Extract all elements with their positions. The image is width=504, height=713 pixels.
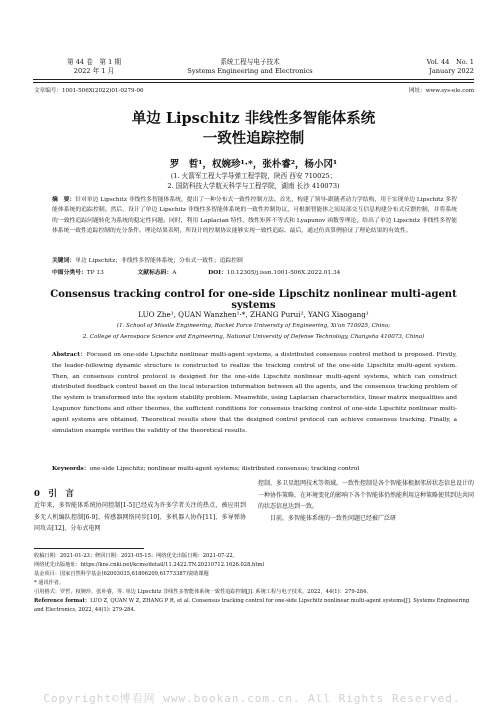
keywords-cn: [52, 255, 457, 264]
date-cn: 2022 年 1 月: [73, 67, 115, 75]
body-column-right-para1: 控制、多卫星组网技术等领域。一致性控制是各个智能体根据邻居状态信息设计的一种协作策略，在环境变化的影响下各个智能体仍然能利用这种策略使其到达共同的状态信息达到一致。: [258, 480, 475, 510]
copyright-watermark: Copyright©博看网 www.bookan.com.cn. All Rights Reserved.: [43, 692, 461, 705]
title-cn-line1: 单边 Lipschitz 非线性多智能体系统: [131, 110, 376, 127]
footnote-url: 网络优先出版地址：https://kns.cnki.net/kcms/detail/11.2422.TN.20210712.1626.028.html: [34, 562, 265, 568]
title-cn: [33, 109, 474, 149]
section-heading-introduction: 0 引 言: [34, 489, 74, 499]
abstract-en-label: Abstract：: [52, 351, 87, 358]
authors-cn: 罗 哲¹，权婉珍¹·*，张朴睿²，杨小冈¹: [169, 159, 338, 170]
keywords-en: [52, 463, 457, 472]
journal-name-en: Systems Engineering and Electronics: [187, 67, 313, 75]
doi-value: 10.12305/j.issn.1001-506X.2022.01.34: [226, 270, 341, 276]
abstract-cn: [52, 195, 457, 237]
journal-website: 网址：www.sys-ele.com: [408, 88, 474, 94]
header-rule-top: [33, 79, 474, 80]
keywords-en-label: Keywords：: [52, 465, 90, 472]
header-rule-thin: [33, 82, 474, 83]
affiliation-en-2: 2. College of Aerospace Science and Engineering, National University of Defense Technology, Changsha 410073, China): [82, 334, 425, 340]
doi-label: DOI：: [208, 270, 227, 276]
abstract-en-text: Focused on one-side Lipschitz nonlinear multi-agent systems, a distributed consensus control method is proposed. Firstly, the leader-following dynamic structure is constructed to realize the tracking control of the one-side Lipschitz multi-agent system. Then, an consensus control protocol is designed for the one-side Lipschitz nonlinear multi-agent systems, which can construct distributed feedback control based on the local interaction information between all the agents, and the consensus tracking problem of the system is transformed into the system stability problem. Meanwhile, using Laplacian characteristics, linear matrix inequalities and Lyapunov functions and other theories, the sufficient conditions for consensus tracking control of one-side Lipschitz nonlinear multi-agent systems are obtained. Theoretical results show that the designed control protocol can achieve consensus tracking. Finally, a simulation example verifies the validity of the theoretical results.: [52, 352, 457, 434]
title-en: Consensus tracking control for one-side Lipschitz nonlinear multi-agent systems: [50, 289, 457, 311]
journal-name-cn: 系统工程与电子技术: [220, 58, 280, 66]
body-column-right-para2: 目前，多智能体系统的一致性问题已经被广泛研: [270, 514, 397, 522]
journal-name: [150, 58, 350, 76]
affiliation-en-1: (1. School of Missile Engineering, Rocket Force University of Engineering, Xi'an 710025, China;: [116, 323, 391, 329]
abstract-cn-text: 针对单边 Lipschitz 非线性多智能体系统，提出了一种分布式一致性控制方法。首先，构建了领导-跟随者动力学结构，用于实现单边 Lipschitz 多智能体系统的追踪控制。然后，设计了单边 Lipschitz 非线性多智能体系统的一致性控制协议，可根据智能体之间局部交互信息构建分布式反馈控制，并将系统的一致性追踪问题转化为系统的稳定性问题。同时，利用 Laplacian 特性、线性矩阵不等式和 Lyapunov 函数等理论，给出了单边 Lipschitz 非线性多智能体系统一致性追踪控制的充分条件。理论结果表明，所设计的控制协议能够实现一致性追踪。最后，通过仿真算例验证了理论结果的有效性。: [52, 197, 457, 235]
keywords-en-text: one-side Lipschitz; nonlinear multi-agent systems; distributed consensus; tracking control: [89, 466, 360, 472]
authors-en: LUO Zhe¹, QUAN Wanzhen¹·*, ZHANG Purui², YANG Xiaogang¹: [138, 310, 369, 319]
article-number: 文章编号：1001-506X(2022)01-0279-06: [34, 88, 144, 94]
body-column-left: 近年来，多智能体系统协同控制[1-5]已经成为许多学者关注的热点，被应用到多无人机编队控制[6-9]、传感器网络同步[10]、多机器人协作[11]、多导弹协同攻击[12]、分布式电网: [34, 502, 246, 532]
footnote-corresponding: * 通讯作者。: [34, 580, 65, 586]
doc-code-value: A: [172, 270, 177, 276]
clc-value: TP 13: [86, 270, 104, 276]
affiliation-cn-1: (1. 火箭军工程大学导弹工程学院，陕西 西安 710025；: [170, 172, 337, 180]
abstract-en: [52, 350, 457, 436]
clc-label: 中图分类号：: [52, 270, 87, 276]
abstract-cn-label: 摘 要：: [52, 197, 76, 203]
citation-en-label: Reference format：: [34, 598, 91, 604]
doc-code-label: 文献标志码：: [137, 270, 173, 276]
keywords-cn-text: 单边 Lipschitz；非线性多智能体系统；分布式一致性；追踪控制: [75, 258, 243, 264]
volume-en: Vol. 44 No. 1: [426, 58, 474, 66]
body-column-right: [258, 478, 474, 524]
footnote-citation-en: [34, 597, 474, 615]
title-cn-line2: 一致性追踪控制: [202, 130, 305, 147]
volume-issue-cn: [34, 58, 154, 76]
affiliation-cn-2: 2. 国防科技大学航天科学与工程学院，湖南 长沙 410073): [167, 182, 340, 190]
volume-cn: 第 44 卷 第 1 期: [67, 58, 121, 66]
footnote-fund: 基金项目：国家自然科学基金(62003035,61806209,61773387)资助课题: [34, 571, 209, 577]
keywords-cn-label: 关键词：: [52, 258, 76, 264]
date-en: January 2022: [429, 67, 474, 75]
citation-en-text: LUO Z, QUAN W Z, ZHANG P R, et al. Consensus tracking control for one-side Lipschitz nonlinear multi-agent systems[J]. Systems Engineering and Electronics, 2022, 44(1): 279-284.: [34, 598, 470, 613]
volume-issue-en: [384, 58, 474, 76]
footnote-rule: [34, 548, 144, 549]
classification-line: [52, 267, 457, 276]
footnotes: [34, 552, 474, 615]
footnote-citation-cn: 引用格式：罗哲，权婉珍，张朴睿，等. 单边 Lipschitz 非线性多智能体系统一致性追踪控制[J]. 系统工程与电子技术，2022，44(1)：279-284.: [34, 589, 368, 595]
footnote-received: 收稿日期：2021-01-23；修回日期：2021-05-15；网络优先出版日期：2021-07-22。: [34, 553, 238, 559]
